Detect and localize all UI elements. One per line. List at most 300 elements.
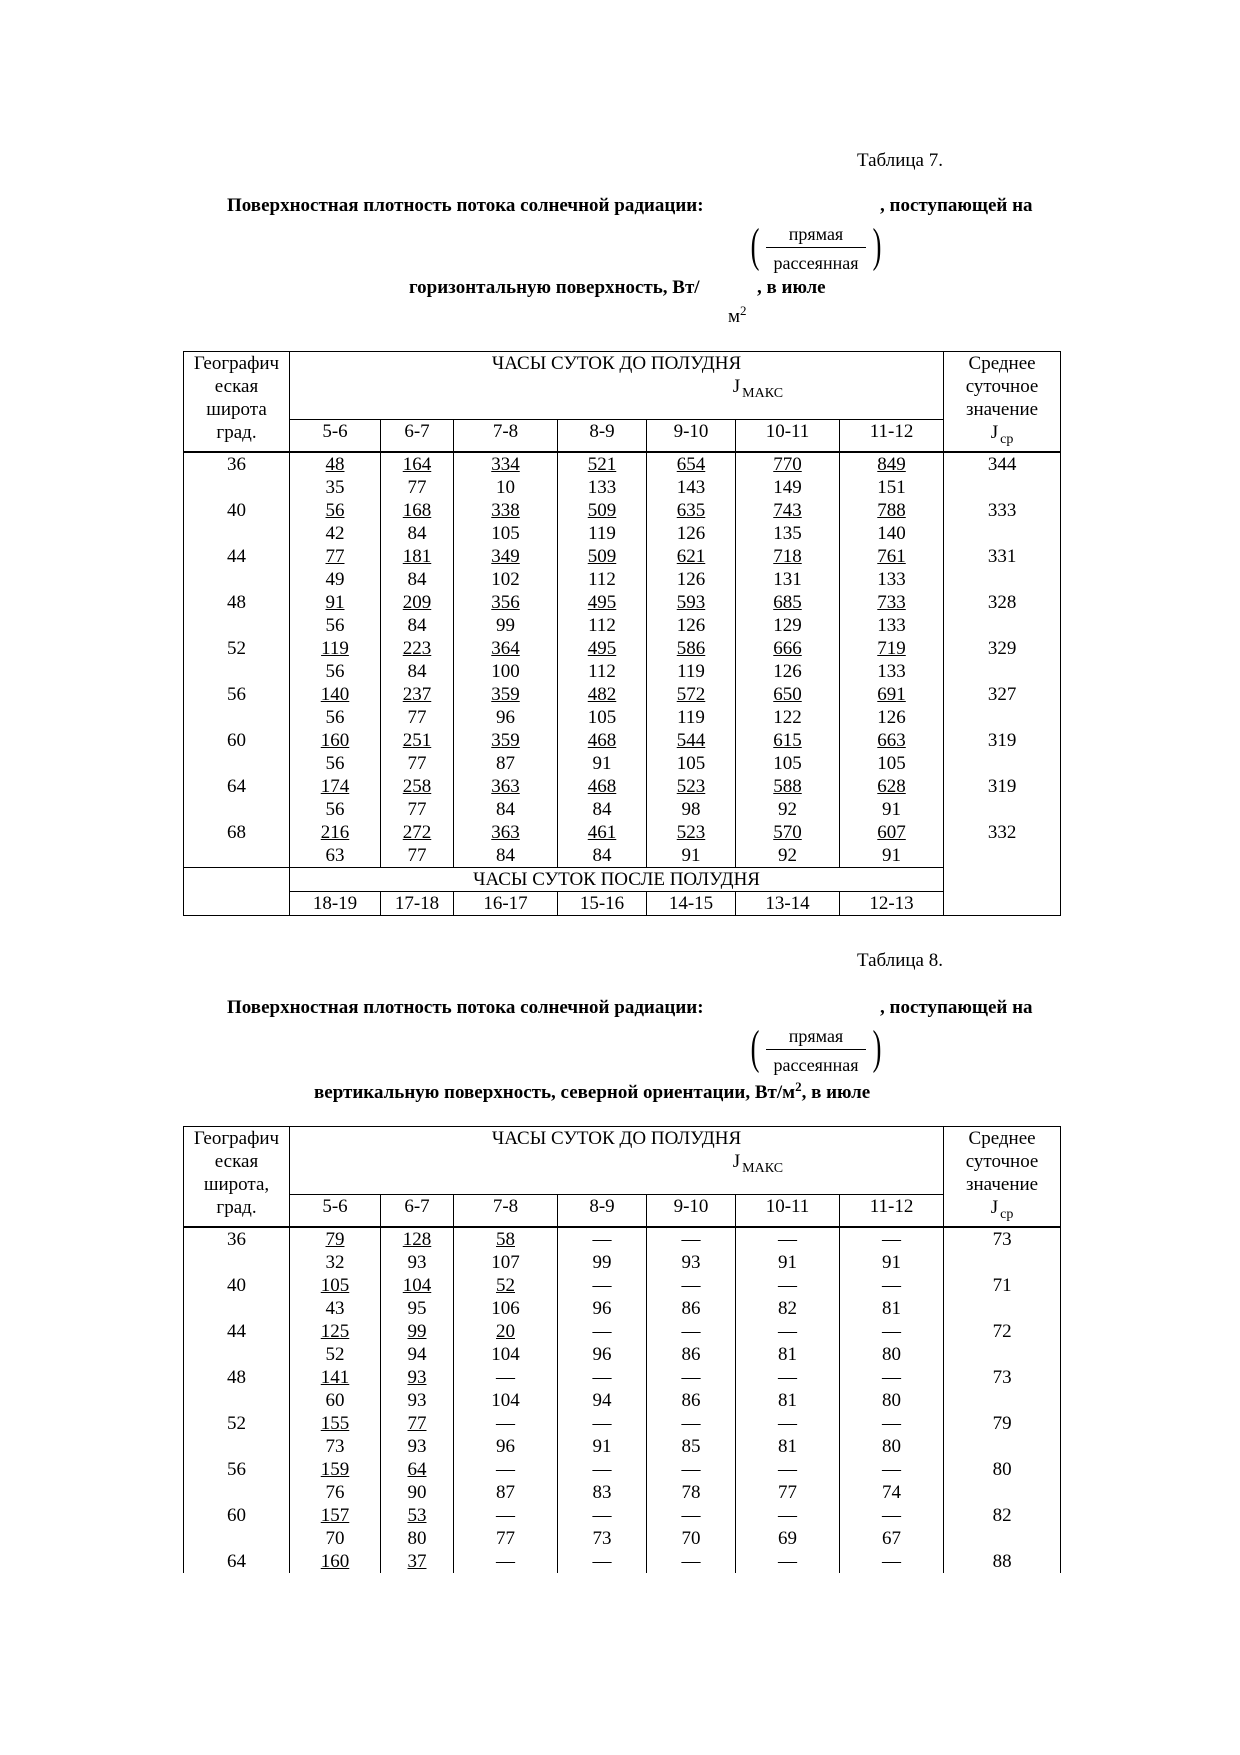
- diffuse-value: 92: [736, 844, 840, 868]
- average-cell-empty: [944, 1343, 1061, 1366]
- table-row: [184, 1481, 1061, 1504]
- latitude-cell-empty: [184, 660, 290, 683]
- direct-value: —: [681, 1229, 701, 1250]
- average-cell-empty: [944, 798, 1061, 821]
- value-cell-direct: [381, 1366, 454, 1389]
- average-cell: 327: [944, 683, 1061, 706]
- diffuse-value: 100: [454, 660, 558, 683]
- value-cell-direct: [558, 452, 647, 476]
- value-cell-direct: [290, 637, 381, 660]
- direct-value: —: [778, 1505, 797, 1526]
- header-row: [184, 1127, 1061, 1195]
- value-cell-direct: [290, 591, 381, 614]
- value-cell-direct: [840, 1366, 944, 1389]
- average-title: Среднее суточное значение: [965, 353, 1039, 420]
- direct-value: —: [496, 1459, 515, 1480]
- direct-value: 119: [321, 638, 349, 659]
- table8: [183, 1126, 1061, 1573]
- table7-fraction: ( прямая рассеянная ): [750, 219, 882, 273]
- table-row: [184, 729, 1061, 752]
- value-cell-direct: [840, 637, 944, 660]
- diffuse-value: 77: [381, 476, 454, 499]
- average-cell: 71: [944, 1274, 1061, 1297]
- diffuse-value: 84: [381, 614, 454, 637]
- value-cell-direct: [558, 637, 647, 660]
- hours-pm-title-row: [184, 868, 1061, 892]
- table-row: [184, 1435, 1061, 1458]
- diffuse-value: 80: [840, 1435, 944, 1458]
- value-cell-direct: [558, 1550, 647, 1573]
- direct-value: —: [778, 1367, 797, 1388]
- hour-pm-header: 17-18: [381, 892, 454, 916]
- direct-value: 93: [407, 1367, 427, 1388]
- table-row: [184, 499, 1061, 522]
- value-cell-direct: [558, 775, 647, 798]
- direct-value: 164: [402, 454, 432, 475]
- value-cell-direct: [647, 1550, 736, 1573]
- value-cell-direct: [736, 1320, 840, 1343]
- table8-title-line2-text: вертикальную поверхность, северной ориентации, Вт/м: [314, 1082, 796, 1103]
- latitude-cell: 36: [184, 452, 290, 476]
- value-cell-direct: [736, 1412, 840, 1435]
- value-cell-direct: [736, 452, 840, 476]
- direct-value: 52: [496, 1275, 515, 1296]
- latitude-cell: 44: [184, 1320, 290, 1343]
- diffuse-value: 70: [647, 1527, 736, 1550]
- latitude-cell-empty: [184, 568, 290, 591]
- value-cell-direct: [558, 1504, 647, 1527]
- latitude-cell: 48: [184, 591, 290, 614]
- table-row: [184, 821, 1061, 844]
- table-row: [184, 1274, 1061, 1297]
- direct-value: —: [681, 1505, 701, 1526]
- value-cell-direct: [290, 1274, 381, 1297]
- direct-value: 272: [402, 822, 432, 843]
- diffuse-value: 143: [647, 476, 736, 499]
- direct-value: 160: [320, 1551, 350, 1572]
- direct-value: 523: [676, 822, 706, 843]
- direct-value: 733: [877, 592, 906, 613]
- direct-value: 99: [407, 1321, 427, 1342]
- jcp-symbol: J: [990, 422, 999, 443]
- diffuse-value: 133: [840, 660, 944, 683]
- direct-value: 495: [587, 592, 617, 613]
- direct-value: —: [882, 1459, 902, 1480]
- value-cell-direct: [290, 1458, 381, 1481]
- value-cell-direct: [381, 821, 454, 844]
- diffuse-value: 105: [454, 522, 558, 545]
- value-cell-direct: [840, 1458, 944, 1481]
- table-row: [184, 452, 1061, 476]
- latitude-cell-empty: [184, 844, 290, 868]
- direct-value: —: [882, 1413, 902, 1434]
- diffuse-value: 84: [558, 798, 647, 821]
- average-cell: 73: [944, 1366, 1061, 1389]
- hour-pm-header: 12-13: [840, 892, 944, 916]
- value-cell-direct: [647, 1504, 736, 1527]
- direct-value: 654: [676, 454, 706, 475]
- value-cell-direct: [736, 499, 840, 522]
- latitude-cell-empty: [184, 614, 290, 637]
- direct-value: 691: [877, 684, 906, 705]
- average-cell: 79: [944, 1412, 1061, 1435]
- diffuse-value: 133: [840, 614, 944, 637]
- direct-value: 743: [773, 500, 802, 521]
- latitude-cell: 64: [184, 775, 290, 798]
- direct-value: —: [592, 1459, 612, 1480]
- jmax-symbol: J: [732, 376, 741, 397]
- table-row: [184, 1527, 1061, 1550]
- value-cell-direct: [558, 821, 647, 844]
- diffuse-value: 81: [736, 1389, 840, 1412]
- diffuse-value: 77: [381, 798, 454, 821]
- direct-value: —: [778, 1229, 797, 1250]
- diffuse-value: 77: [381, 752, 454, 775]
- diffuse-value: 107: [454, 1251, 558, 1274]
- direct-value: 77: [407, 1413, 427, 1434]
- value-cell-direct: [736, 637, 840, 660]
- jmax-subscript: МАКС: [742, 386, 784, 401]
- diffuse-value: 126: [647, 614, 736, 637]
- value-cell-direct: [736, 683, 840, 706]
- direct-value: 621: [676, 546, 706, 567]
- latitude-cell: 40: [184, 499, 290, 522]
- average-cell-empty: [944, 1527, 1061, 1550]
- diffuse-value: 91: [647, 844, 736, 868]
- direct-value: —: [778, 1321, 797, 1342]
- value-cell-direct: [558, 1458, 647, 1481]
- direct-value: 58: [496, 1229, 515, 1250]
- table7: [183, 351, 1061, 916]
- diffuse-value: 151: [840, 476, 944, 499]
- table-row: [184, 775, 1061, 798]
- diffuse-value: 84: [558, 844, 647, 868]
- direct-value: 359: [491, 684, 520, 705]
- direct-value: —: [882, 1321, 902, 1342]
- diffuse-value: 85: [647, 1435, 736, 1458]
- direct-value: 685: [773, 592, 802, 613]
- value-cell-direct: [647, 821, 736, 844]
- latitude-cell: 64: [184, 1550, 290, 1573]
- header-row: [184, 352, 1061, 420]
- diffuse-value: 105: [558, 706, 647, 729]
- diffuse-value: 91: [840, 798, 944, 821]
- direct-value: —: [882, 1229, 902, 1250]
- diffuse-value: 78: [647, 1481, 736, 1504]
- direct-value: 666: [773, 638, 802, 659]
- value-cell-direct: [454, 452, 558, 476]
- direct-value: 209: [402, 592, 432, 613]
- hour-pm-header: 16-17: [454, 892, 558, 916]
- table8-title-part1: Поверхностная плотность потока солнечной радиации:: [227, 997, 704, 1018]
- value-cell-direct: [736, 1366, 840, 1389]
- diffuse-value: 96: [558, 1343, 647, 1366]
- latitude-cell-empty: [184, 1481, 290, 1504]
- average-cell-empty: [944, 568, 1061, 591]
- direct-value: 338: [491, 500, 520, 521]
- direct-value: 141: [320, 1367, 350, 1388]
- direct-value: 523: [676, 776, 706, 797]
- direct-value: 615: [773, 730, 802, 751]
- table-row: [184, 614, 1061, 637]
- diffuse-value: 112: [558, 660, 647, 683]
- diffuse-value: 74: [840, 1481, 944, 1504]
- diffuse-value: 112: [558, 568, 647, 591]
- average-cell: 331: [944, 545, 1061, 568]
- diffuse-value: 149: [736, 476, 840, 499]
- table-row: [184, 1389, 1061, 1412]
- value-cell-direct: [647, 1412, 736, 1435]
- value-cell-direct: [647, 545, 736, 568]
- diffuse-value: 126: [736, 660, 840, 683]
- average-cell-empty: [944, 844, 1061, 868]
- value-cell-direct: [840, 1504, 944, 1527]
- diffuse-value: 87: [454, 1481, 558, 1504]
- latitude-cell-empty: [184, 798, 290, 821]
- table7-title-part1: Поверхностная плотность потока солнечной радиации:: [227, 195, 704, 216]
- table8-number: Таблица 8.: [856, 950, 943, 971]
- value-cell-direct: [840, 775, 944, 798]
- diffuse-value: 93: [647, 1251, 736, 1274]
- value-cell-direct: [736, 591, 840, 614]
- average-cell-empty: [944, 752, 1061, 775]
- latitude-cell-empty: [184, 1343, 290, 1366]
- diffuse-value: 32: [290, 1251, 381, 1274]
- diffuse-value: 106: [454, 1297, 558, 1320]
- direct-value: 157: [320, 1505, 350, 1526]
- diffuse-value: 93: [381, 1435, 454, 1458]
- diffuse-value: 105: [647, 752, 736, 775]
- direct-value: —: [882, 1275, 902, 1296]
- diffuse-value: 92: [736, 798, 840, 821]
- direct-value: 363: [491, 776, 520, 797]
- value-cell-direct: [290, 1320, 381, 1343]
- direct-value: 20: [496, 1321, 515, 1342]
- latitude-cell: 40: [184, 1274, 290, 1297]
- direct-value: 168: [402, 500, 432, 521]
- diffuse-value: 80: [840, 1343, 944, 1366]
- value-cell-direct: [290, 683, 381, 706]
- direct-value: —: [778, 1413, 797, 1434]
- direct-value: —: [681, 1459, 701, 1480]
- direct-value: —: [681, 1551, 701, 1572]
- latitude-cell: 56: [184, 1458, 290, 1481]
- value-cell-direct: [381, 775, 454, 798]
- table7-unit: [728, 303, 747, 328]
- direct-value: 461: [587, 822, 617, 843]
- table-row: [184, 568, 1061, 591]
- direct-value: 770: [773, 454, 802, 475]
- average-cell-empty: [944, 614, 1061, 637]
- direct-value: 125: [320, 1321, 350, 1342]
- average-cell: 333: [944, 499, 1061, 522]
- diffuse-value: 43: [290, 1297, 381, 1320]
- direct-value: —: [496, 1505, 515, 1526]
- direct-value: 607: [877, 822, 906, 843]
- latitude-cell-empty: [184, 476, 290, 499]
- direct-value: 104: [402, 1275, 432, 1296]
- value-cell-direct: [381, 729, 454, 752]
- diffuse-value: 73: [290, 1435, 381, 1458]
- value-cell-direct: [647, 683, 736, 706]
- value-cell-direct: [840, 452, 944, 476]
- average-cell: 80: [944, 1458, 1061, 1481]
- direct-value: 468: [587, 730, 617, 751]
- fraction-numerator: прямая: [766, 1026, 866, 1050]
- value-cell-direct: [736, 545, 840, 568]
- diffuse-value: 94: [558, 1389, 647, 1412]
- direct-value: 495: [587, 638, 617, 659]
- diffuse-value: 84: [381, 522, 454, 545]
- table7-number: Таблица 7.: [856, 150, 943, 171]
- value-cell-direct: [736, 1274, 840, 1297]
- hour-pm-header: 18-19: [290, 892, 381, 916]
- direct-value: 56: [325, 500, 345, 521]
- direct-value: 174: [320, 776, 350, 797]
- diffuse-value: 52: [290, 1343, 381, 1366]
- direct-value: —: [681, 1275, 701, 1296]
- diffuse-value: 96: [454, 706, 558, 729]
- table-row: [184, 1550, 1061, 1573]
- jmax-label: [290, 375, 943, 405]
- direct-value: —: [496, 1551, 515, 1572]
- value-cell-direct: [840, 683, 944, 706]
- diffuse-value: 87: [454, 752, 558, 775]
- table8-fraction: ( прямая рассеянная ): [750, 1021, 882, 1075]
- jcp-label: [944, 1196, 1060, 1226]
- direct-value: —: [496, 1367, 515, 1388]
- diffuse-value: 91: [840, 1251, 944, 1274]
- value-cell-direct: [840, 591, 944, 614]
- diffuse-value: 94: [381, 1343, 454, 1366]
- diffuse-value: 82: [736, 1297, 840, 1320]
- diffuse-value: 84: [381, 660, 454, 683]
- hour-header: 6-7: [381, 1194, 454, 1227]
- average-cell: 73: [944, 1227, 1061, 1251]
- direct-value: 223: [402, 638, 432, 659]
- diffuse-value: 91: [840, 844, 944, 868]
- direct-value: 635: [676, 500, 706, 521]
- hours-row: [184, 419, 1061, 452]
- value-cell-direct: [454, 729, 558, 752]
- value-cell-direct: [558, 1412, 647, 1435]
- table-row: [184, 1297, 1061, 1320]
- value-cell-direct: [381, 591, 454, 614]
- diffuse-value: 93: [381, 1389, 454, 1412]
- direct-value: —: [681, 1413, 701, 1434]
- latitude-cell: 52: [184, 637, 290, 660]
- direct-value: 159: [320, 1459, 350, 1480]
- value-cell-direct: [647, 1458, 736, 1481]
- value-cell-direct: [647, 1366, 736, 1389]
- table-row: [184, 706, 1061, 729]
- direct-value: 258: [402, 776, 432, 797]
- table-row: [184, 1504, 1061, 1527]
- direct-value: 468: [587, 776, 617, 797]
- latitude-cell: 68: [184, 821, 290, 844]
- table7-title-part2: , поступающей на: [880, 195, 1033, 216]
- average-cell: 88: [944, 1550, 1061, 1573]
- direct-value: 349: [491, 546, 520, 567]
- latitude-cell: 48: [184, 1366, 290, 1389]
- value-cell-direct: [647, 1274, 736, 1297]
- hour-header: 11-12: [840, 419, 944, 452]
- diffuse-value: 105: [736, 752, 840, 775]
- diffuse-value: 98: [647, 798, 736, 821]
- table-row: [184, 1458, 1061, 1481]
- value-cell-direct: [381, 1550, 454, 1573]
- value-cell-direct: [290, 1504, 381, 1527]
- direct-value: 334: [491, 454, 520, 475]
- table-row: [184, 660, 1061, 683]
- diffuse-value: 84: [454, 844, 558, 868]
- value-cell-direct: [290, 1227, 381, 1251]
- diffuse-value: 99: [558, 1251, 647, 1274]
- direct-value: 586: [676, 638, 706, 659]
- diffuse-value: 56: [290, 706, 381, 729]
- direct-value: —: [592, 1367, 612, 1388]
- table7-title-line2: горизонтальную поверхность, Вт/: [409, 277, 700, 298]
- value-cell-direct: [454, 637, 558, 660]
- diffuse-value: 84: [454, 798, 558, 821]
- value-cell-direct: [290, 452, 381, 476]
- jcp-symbol: J: [990, 1197, 999, 1218]
- value-cell-direct: [454, 1366, 558, 1389]
- value-cell-direct: [558, 591, 647, 614]
- table-row: [184, 1366, 1061, 1389]
- value-cell-direct: [290, 1412, 381, 1435]
- average-header: [944, 352, 1061, 453]
- average-cell-empty: [944, 1297, 1061, 1320]
- direct-value: 719: [877, 638, 906, 659]
- direct-value: 650: [773, 684, 802, 705]
- diffuse-value: 10: [454, 476, 558, 499]
- latitude-header: Географич еская широта, град.: [184, 1127, 290, 1228]
- hour-header: 6-7: [381, 419, 454, 452]
- average-cell-empty: [944, 1251, 1061, 1274]
- diffuse-value: 91: [558, 1435, 647, 1458]
- hour-header: 11-12: [840, 1194, 944, 1227]
- value-cell-direct: [454, 1274, 558, 1297]
- direct-value: —: [882, 1505, 902, 1526]
- direct-value: —: [496, 1413, 515, 1434]
- hours-am-title: ЧАСЫ СУТОК ДО ПОЛУДНЯ: [491, 353, 742, 374]
- latitude-cell-empty: [184, 1389, 290, 1412]
- hour-header: 10-11: [736, 1194, 840, 1227]
- value-cell-direct: [454, 1320, 558, 1343]
- direct-value: 572: [676, 684, 706, 705]
- direct-value: 356: [491, 592, 520, 613]
- diffuse-value: 119: [558, 522, 647, 545]
- value-cell-direct: [647, 1227, 736, 1251]
- direct-value: —: [592, 1321, 612, 1342]
- value-cell-direct: [647, 729, 736, 752]
- value-cell-direct: [558, 683, 647, 706]
- diffuse-value: 56: [290, 798, 381, 821]
- fraction-denominator: рассеянная: [773, 1055, 859, 1075]
- diffuse-value: 86: [647, 1389, 736, 1412]
- direct-value: 181: [402, 546, 432, 567]
- value-cell-direct: [454, 1227, 558, 1251]
- latitude-cell: 60: [184, 1504, 290, 1527]
- table-row: [184, 683, 1061, 706]
- value-cell-direct: [290, 545, 381, 568]
- direct-value: 761: [877, 546, 906, 567]
- hour-pm-header: 14-15: [647, 892, 736, 916]
- table-row: [184, 1251, 1061, 1274]
- direct-value: 663: [877, 730, 906, 751]
- hours-row: [184, 1194, 1061, 1227]
